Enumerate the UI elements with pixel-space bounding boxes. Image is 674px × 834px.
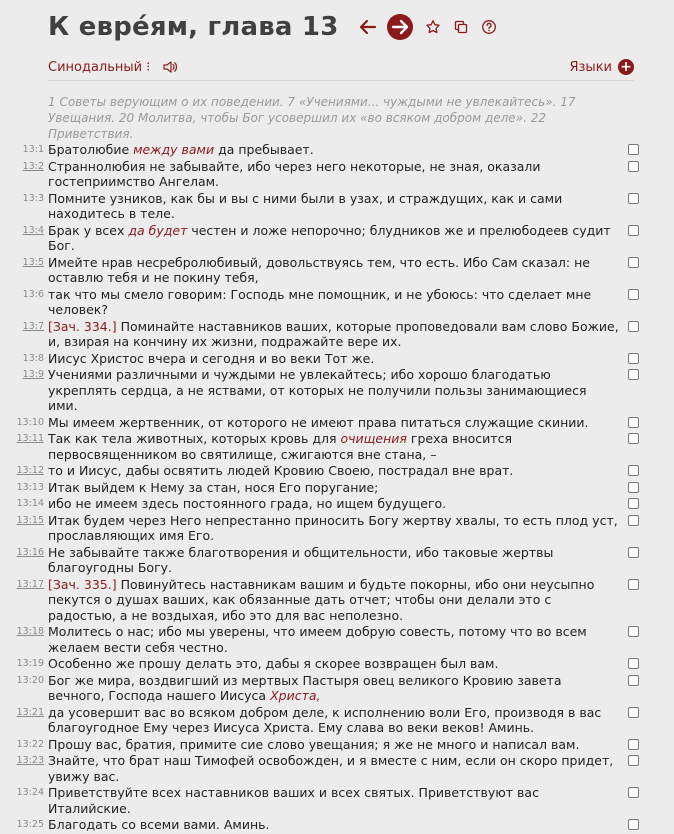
verse-checkbox[interactable] <box>628 369 639 380</box>
verse-checkbox[interactable] <box>628 417 639 428</box>
verse-checkbox[interactable] <box>628 579 639 590</box>
verse-checkbox[interactable] <box>628 739 639 750</box>
verse-text <box>48 463 620 479</box>
verse-italic-text: да будет <box>128 222 188 238</box>
verse-number[interactable]: 13:6 <box>22 288 44 300</box>
verse-text <box>48 545 620 576</box>
copy-icon[interactable] <box>453 19 469 35</box>
verse-checkbox[interactable] <box>628 321 639 332</box>
translation-menu-icon[interactable]: ⁝ <box>146 59 151 75</box>
verse-checkbox[interactable] <box>628 755 639 766</box>
verse-text <box>48 159 620 190</box>
verse-row <box>0 142 674 158</box>
verse-text <box>48 431 620 462</box>
verse-text-segment: Брак у всех <box>48 222 129 238</box>
verse-number[interactable]: 13:14 <box>16 498 44 509</box>
verse-text <box>48 673 620 704</box>
verse-text <box>48 656 620 672</box>
verse-text <box>48 223 620 254</box>
verse-text-segment: Иисус Христос вчера и сегодня и во веки Тот же. <box>48 350 375 366</box>
verse-row <box>0 817 674 833</box>
verse-number[interactable]: 13:24 <box>16 787 44 798</box>
verse-checkbox[interactable] <box>628 161 639 172</box>
divider <box>48 80 634 81</box>
verse-checkbox[interactable] <box>628 658 639 669</box>
verse-row <box>0 463 674 479</box>
verse-text-segment: Так как тела животных, которых кровь для <box>48 431 341 446</box>
verse-text <box>48 785 620 816</box>
verse-text <box>48 577 620 624</box>
verse-text-segment: Знайте, что брат наш Тимофей освобожден, и я вместе с ним, если он скоро придет, увижу вас. <box>48 753 614 784</box>
arrow-left-icon[interactable] <box>357 16 379 38</box>
verse-row <box>0 367 674 414</box>
verse-text <box>48 753 620 784</box>
verse-checkbox[interactable] <box>628 465 639 476</box>
verse-italic-text: между вами <box>133 142 215 157</box>
verse-text <box>48 737 620 753</box>
verse-row <box>0 656 674 672</box>
chapter-header <box>48 10 509 44</box>
verse-checkbox[interactable] <box>628 626 639 637</box>
verse-row <box>0 223 674 254</box>
verse-text-segment: да пребывает. <box>214 142 314 157</box>
help-icon[interactable] <box>481 19 497 35</box>
verse-checkbox[interactable] <box>628 498 639 509</box>
verse-row <box>0 159 674 190</box>
verse-number[interactable]: 13:15 <box>16 514 44 526</box>
translation-selector[interactable]: Синодальный <box>48 59 143 75</box>
verse-checkbox[interactable] <box>628 547 639 558</box>
verse-row <box>0 351 674 367</box>
verse-italic-text: очищения <box>340 431 407 446</box>
verse-number[interactable]: 13:19 <box>16 658 44 669</box>
verse-text-segment: Учениями различными и чуждыми не увлекайтесь; ибо хорошо благодатью укреплять сердца, а не яствами, от которых не получили пользы занимающиеся ими. <box>48 367 587 413</box>
verse-number[interactable]: 13:20 <box>16 674 44 686</box>
arrow-right-icon[interactable] <box>387 14 413 40</box>
star-icon[interactable] <box>425 19 441 35</box>
verse-row <box>0 577 674 624</box>
verse-checkbox[interactable] <box>628 225 639 236</box>
verse-text-segment: Молитесь о нас; ибо мы уверены, что имеем добрую совесть, потому что во всем желаем вести себя честно. <box>48 624 587 655</box>
verse-text-segment: так что мы смело говорим: Господь мне помощник, и не убоюсь: что сделает мне человек? <box>48 286 592 317</box>
reading-marker: [Зач. 335.] <box>48 576 117 592</box>
verse-text <box>48 817 620 833</box>
verse-list <box>0 142 674 834</box>
verse-text-segment: то и Иисус, дабы освятить людей Кровию Своею, пострадал вне врат. <box>48 463 514 478</box>
verse-row <box>0 255 674 286</box>
verse-checkbox[interactable] <box>628 707 639 718</box>
verse-text-segment: ибо не имеем здесь постоянного града, но ищем будущего. <box>48 496 447 511</box>
verse-text <box>48 319 620 350</box>
chapter-navigation <box>357 14 509 40</box>
verse-number[interactable]: 13:16 <box>16 546 44 558</box>
verse-text-segment: да усовершит вас во всяком добром деле, к исполнению воли Его, производя в вас благоугодное Ему через Иисуса Христа. Ему слава во веки веков! Аминь. <box>48 704 602 735</box>
verse-text-segment: честен и ложе непорочно; блудников же и прелюбодеев судит Бог. <box>48 222 611 253</box>
verse-text-segment: Прошу вас, братия, примите сие слово увещания; я же не много и написал вам. <box>48 736 580 752</box>
verse-row <box>0 415 674 431</box>
verse-number[interactable]: 13:23 <box>16 755 44 766</box>
verse-number[interactable]: 13:3 <box>22 192 44 204</box>
verse-row <box>0 705 674 736</box>
verse-number[interactable]: 13:5 <box>22 256 44 268</box>
verse-number[interactable]: 13:4 <box>22 224 44 236</box>
verse-italic-text: Христа, <box>270 688 321 703</box>
verse-row <box>0 624 674 655</box>
verse-checkbox[interactable] <box>628 257 639 268</box>
verse-checkbox[interactable] <box>628 353 639 364</box>
verse-checkbox[interactable] <box>628 289 639 300</box>
verse-checkbox[interactable] <box>628 787 639 798</box>
verse-number[interactable]: 13:25 <box>16 819 44 830</box>
verse-row <box>0 431 674 462</box>
verse-checkbox[interactable] <box>628 675 639 686</box>
verse-text-segment: Итак выйдем к Нему за стан, нося Его поругание; <box>48 479 379 495</box>
verse-checkbox[interactable] <box>628 433 639 444</box>
verse-text-segment: Благодать со всеми вами. Аминь. <box>48 817 270 832</box>
verse-text <box>48 415 620 431</box>
verse-checkbox[interactable] <box>628 819 639 830</box>
verse-number[interactable]: 13:17 <box>16 578 44 590</box>
verse-row <box>0 496 674 512</box>
verse-checkbox[interactable] <box>628 144 639 155</box>
reading-marker: [Зач. 334.] <box>48 318 117 334</box>
verse-number[interactable]: 13:10 <box>16 416 44 428</box>
verse-row <box>0 673 674 704</box>
verse-text-segment: Бог же мира, воздвигший из мертвых Пастыря овец великого Кровию завета вечного, Господа нашего Иисуса <box>48 672 562 703</box>
verse-text-segment: Поминайте наставников ваших, которые проповедовали вам слово Божие, и, взирая на кончину их жизни, подражайте вере их. <box>48 318 619 349</box>
verse-text <box>48 287 620 318</box>
verse-number[interactable]: 13:22 <box>16 738 44 750</box>
verse-text <box>48 513 620 544</box>
languages-button[interactable] <box>569 59 634 75</box>
verse-row <box>0 287 674 318</box>
verse-row <box>0 319 674 350</box>
verse-row <box>0 191 674 222</box>
verse-number[interactable]: 13:9 <box>22 369 44 380</box>
verse-text <box>48 351 620 367</box>
verse-text <box>48 191 620 222</box>
verse-row <box>0 785 674 816</box>
verse-text-segment: греха вносится первосвященником во святилище, сжигаются вне стана, – <box>48 431 512 462</box>
verse-text <box>48 142 620 158</box>
verse-text-segment: Имейте нрав несребролюбивый, довольствуясь тем, что есть. Ибо Сам сказал: не оставлю тебя и не покину тебя, <box>48 254 590 285</box>
verse-row <box>0 513 674 544</box>
verse-text-segment: Мы имеем жертвенник, от которого не имеют права питаться служащие скинии. <box>48 414 589 430</box>
speaker-icon[interactable] <box>162 59 178 75</box>
languages-label: Языки <box>569 59 612 75</box>
verse-text <box>48 624 620 655</box>
verse-checkbox[interactable] <box>628 482 639 493</box>
verse-text <box>48 480 620 496</box>
verse-number[interactable]: 13:8 <box>22 352 44 364</box>
verse-text-segment: Страннолюбия не забывайте, ибо через него некоторые, не зная, оказали гостеприимство Ангелам. <box>48 158 541 189</box>
verse-number[interactable]: 13:13 <box>16 481 44 493</box>
verse-checkbox[interactable] <box>628 515 639 526</box>
verse-number[interactable]: 13:21 <box>16 706 44 718</box>
verse-text-segment: Итак будем через Него непрестанно приносить Богу жертву хвалы, то есть плод уст, прославляющих имя Его. <box>48 512 618 543</box>
verse-row <box>0 480 674 496</box>
verse-text <box>48 367 620 414</box>
plus-icon: + <box>618 59 634 75</box>
verse-text-segment: Не забывайте также благотворения и общительности, ибо таковые жертвы благоугодны Богу. <box>48 544 554 575</box>
toolbar <box>48 56 634 78</box>
page-title: К евре́ям, глава 13 <box>48 12 339 42</box>
verse-number[interactable]: 13:2 <box>22 160 44 172</box>
verse-number[interactable]: 13:7 <box>22 320 44 332</box>
verse-text-segment: Особенно же прошу делать это, дабы я скорее возвращен был вам. <box>48 656 499 671</box>
verse-row <box>0 545 674 576</box>
verse-text-segment: Приветствуйте всех наставников ваших и всех святых. Приветствуют вас Италийские. <box>48 785 539 816</box>
verse-text-segment: Братолюбие <box>48 142 134 157</box>
verse-number[interactable]: 13:12 <box>16 465 44 476</box>
chapter-summary: 1 Советы верующим о их поведении. 7 «Учениями... чуждыми не увлекайтесь». 17 Увещания. 20 Молитва, чтобы Бог усовершил их «во всяком добром деле». 22 Приветствия. <box>48 95 576 141</box>
verse-row <box>0 737 674 753</box>
verse-number[interactable]: 13:11 <box>16 433 44 444</box>
verse-number[interactable]: 13:18 <box>16 626 44 637</box>
verse-text <box>48 255 620 286</box>
verse-text <box>48 496 620 512</box>
verse-text-segment: Повинуйтесь наставникам вашим и будьте покорны, ибо они неусыпно пекутся о душах ваших, как обязанные дать отчет; чтобы они делали это с радостью, а не воздыхая, ибо это для вас неполезно. <box>48 576 595 623</box>
verse-text-segment: Помните узников, как бы и вы с ними были в узах, и страждущих, как и сами находитесь в теле. <box>48 190 563 221</box>
verse-checkbox[interactable] <box>628 193 639 204</box>
verse-text <box>48 705 620 736</box>
verse-number[interactable]: 13:1 <box>22 144 44 155</box>
verse-row <box>0 753 674 784</box>
